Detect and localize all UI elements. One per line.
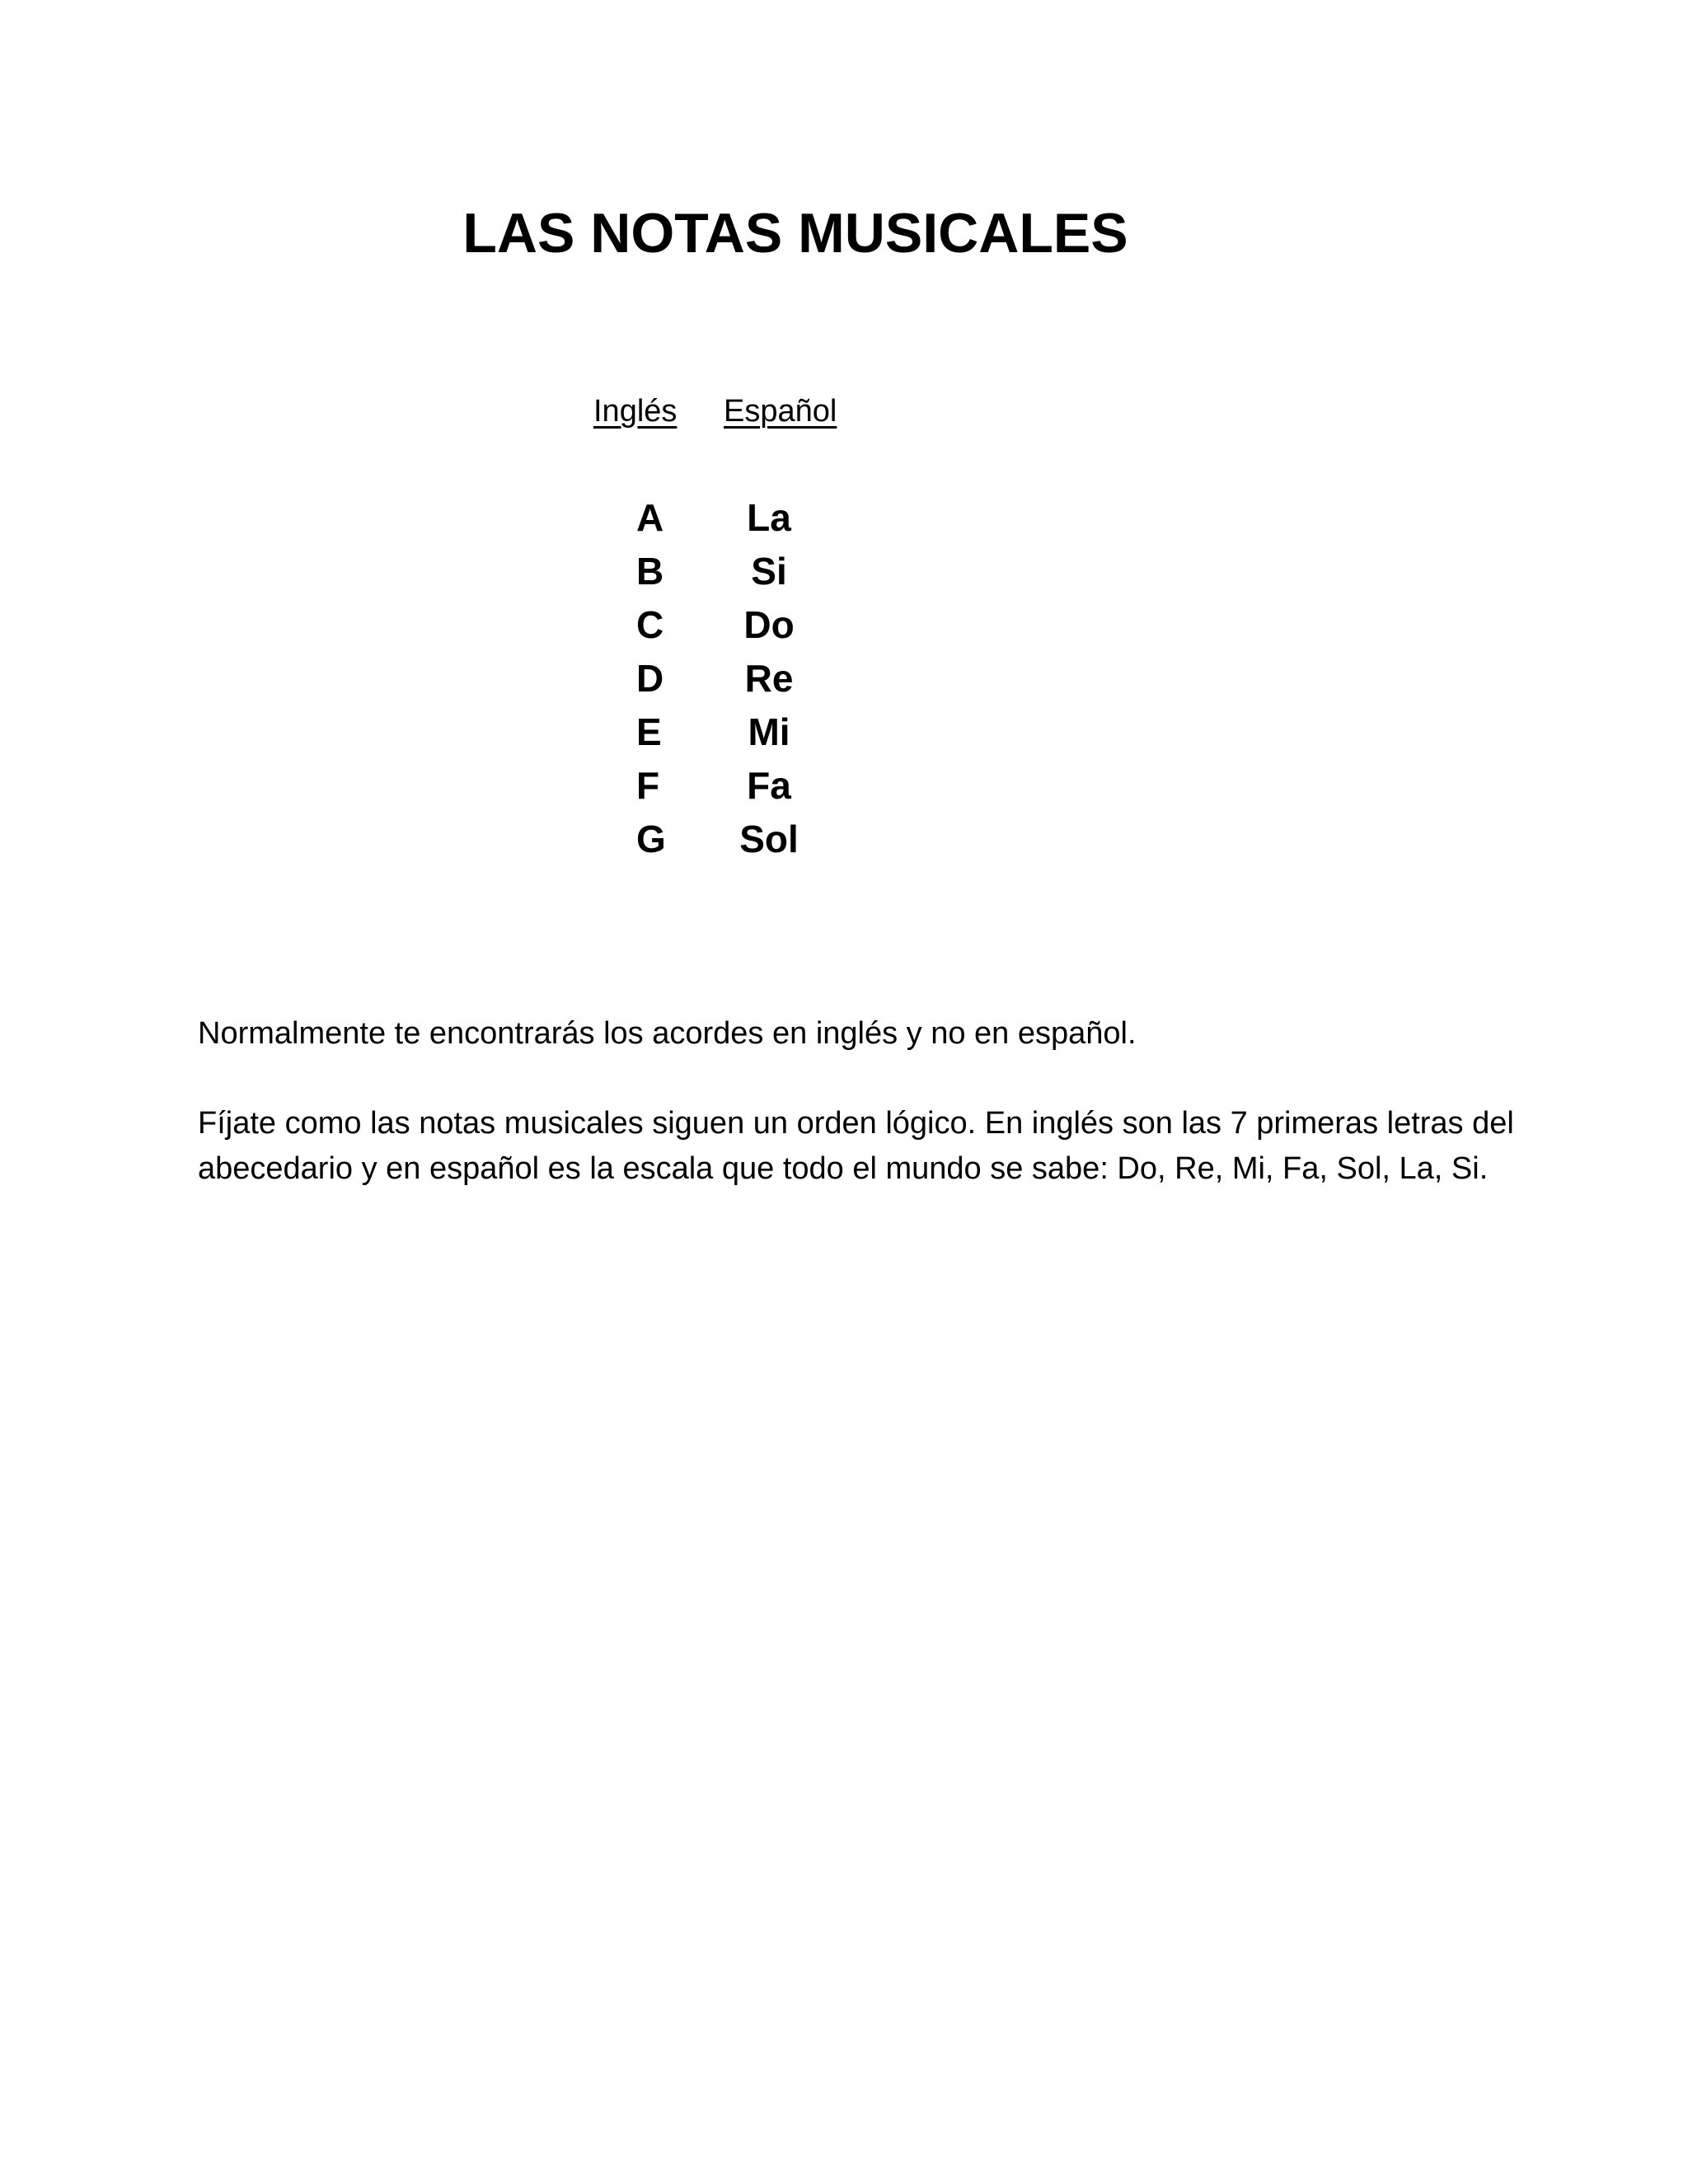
column-header-spanish: Español bbox=[724, 394, 837, 429]
note-row: C Do bbox=[0, 598, 1688, 652]
notes-table bbox=[0, 491, 1688, 866]
note-row: D Re bbox=[0, 652, 1688, 705]
note-row: G Sol bbox=[0, 813, 1688, 866]
note-english: A bbox=[636, 496, 664, 539]
note-english: F bbox=[636, 764, 660, 807]
note-english: B bbox=[636, 550, 664, 593]
page-title: LAS NOTAS MUSICALES bbox=[462, 202, 1128, 265]
note-english: G bbox=[636, 818, 666, 860]
note-row: F Fa bbox=[0, 759, 1688, 813]
note-row: E Mi bbox=[0, 705, 1688, 759]
note-english: E bbox=[636, 710, 662, 753]
paragraph-intro: Normalmente te encontrarás los acordes en inglés y no en español. bbox=[198, 1016, 1137, 1051]
note-row: B Si bbox=[0, 545, 1688, 598]
column-header-english: Inglés bbox=[593, 394, 678, 429]
note-row: A La bbox=[0, 491, 1688, 545]
note-english: D bbox=[636, 657, 664, 700]
note-english: C bbox=[636, 603, 664, 646]
paragraph-explanation: Fíjate como las notas musicales siguen un orden lógico. En inglés son las 7 primeras letras del abecedario y en español es la escala que todo el mundo se sabe: Do, Re, Mi, Fa, Sol, La, Si. bbox=[198, 1106, 1514, 1186]
